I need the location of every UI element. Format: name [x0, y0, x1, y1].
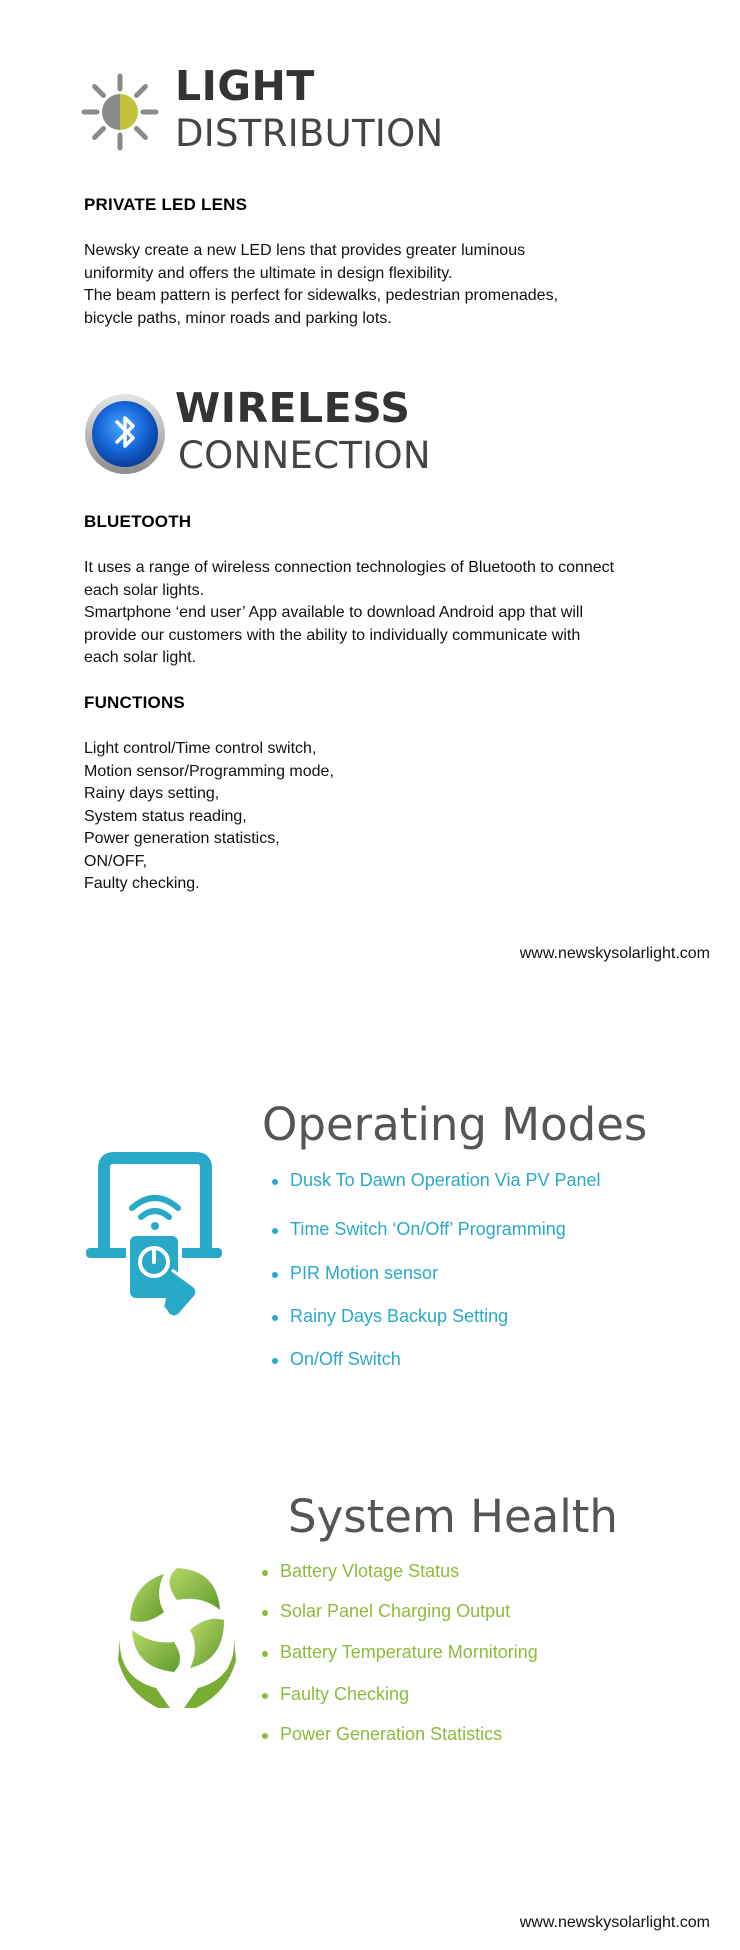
text-line: each solar lights. — [84, 581, 205, 599]
text-line: The beam pattern is perfect for sidewalks, pedestrian promenades, — [84, 287, 559, 304]
website-link[interactable]: www.newskysolarlight.com — [519, 945, 710, 962]
text-line: It uses a range of wireless connection technologies of Bluetooth to connect — [84, 559, 615, 576]
operating-modes-list: Dusk To Dawn Operation Via PV Panel Time Switch ‘On/Off’ Programming PIR Motion sensor Rainy Days Backup Setting On/Off Switch — [272, 0, 712, 1380]
bluetooth-subheading: BLUETOOTH — [84, 512, 192, 531]
list-item: System status reading, — [84, 807, 247, 825]
wireless-title-bold: WIRELESS — [175, 384, 411, 432]
text-line: uniformity and offers the ultimate in design flexibility. — [84, 264, 453, 282]
light-title-bold: LIGHT — [175, 62, 315, 110]
operating-modes-title: Operating Modes — [262, 1098, 648, 1151]
list-item: Motion sensor/Programming mode, — [84, 762, 334, 780]
list-item: Light control/Time control switch, — [84, 740, 317, 757]
wireless-title-light: CONNECTION — [178, 434, 431, 477]
text-line: bicycle paths, minor roads and parking lots. — [84, 309, 392, 327]
light-title-light: DISTRIBUTION — [175, 112, 444, 155]
bluetooth-icon — [84, 393, 166, 475]
light-subheading: PRIVATE LED LENS — [84, 195, 248, 214]
list-item: ON/OFF, — [84, 852, 148, 870]
system-health-list: Battery Vlotage Status Solar Panel Charging Output Battery Temperature Mornitoring Faulty Checking Power Generation Statistics — [262, 0, 712, 1760]
sun-icon — [80, 72, 160, 152]
text-line: provide our customers with the ability to individually communicate with — [84, 626, 581, 644]
text-line: Smartphone ‘end user’ App available to download Android app that will — [84, 604, 583, 621]
functions-heading: FUNCTIONS — [84, 693, 185, 712]
leaf-hands-icon — [112, 1560, 242, 1710]
list-item: Faulty checking. — [84, 875, 200, 892]
system-health-title: System Health — [288, 1490, 618, 1543]
list-item: Rainy days setting, — [84, 785, 220, 802]
list-item: Power generation statistics, — [84, 830, 280, 847]
text-line: each solar light. — [84, 649, 197, 666]
text-line: Newsky create a new LED lens that provides greater luminous — [84, 242, 526, 259]
remote-control-icon — [84, 1150, 224, 1320]
website-link[interactable]: www.newskysolarlight.com — [519, 1914, 710, 1931]
